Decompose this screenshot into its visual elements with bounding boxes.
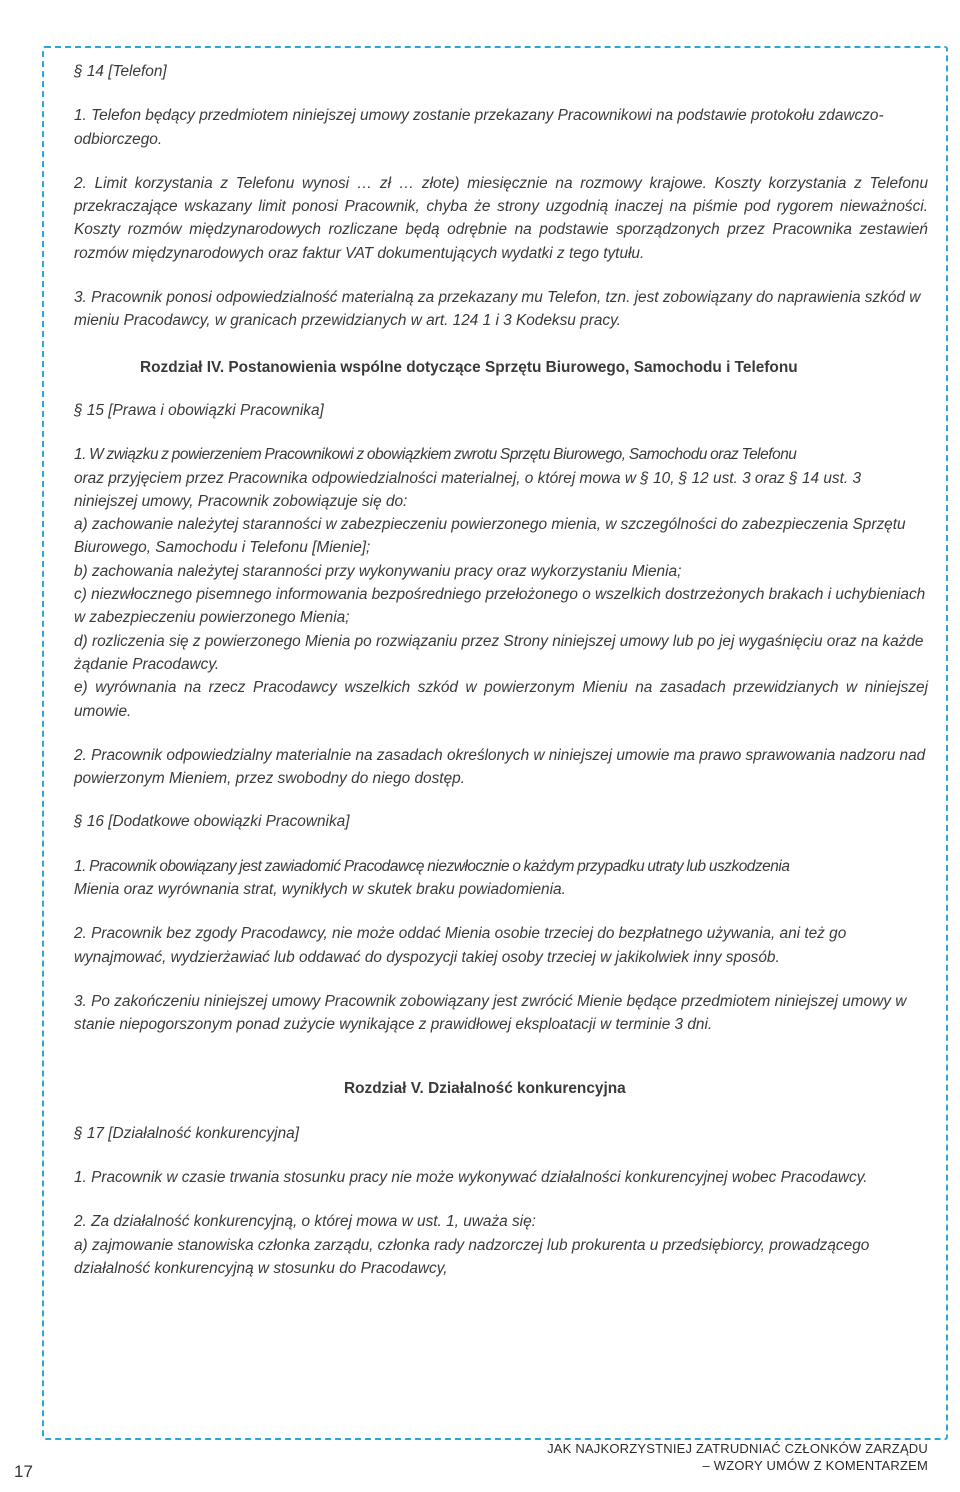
section-16-heading: § 16 [Dodatkowe obowiązki Pracownika] [74,813,350,831]
s15-item-d: d) rozliczenia się z powierzonego Mienia po rozwiązaniu przez Strony niniejszej umowy lub po jej wygaśnięciu oraz na każde żądanie Pracodawcy. [74,632,924,673]
s15-item-b: b) zachowania należytej staranności przy wykonywaniu pracy oraz wykorzystaniu Mienia; [74,562,682,580]
s17-paragraph-2: 2. Za działalność konkurencyjną, o której mowa w ust. 1, uważa się: [74,1213,536,1231]
document-body [74,60,928,1280]
s16-paragraph-2: 2. Pracownik bez zgody Pracodawcy, nie może oddać Mienia osobie trzeciej do bezpłatnego używania, ani też go wynajmować, wydzierżawiać lub oddawać do dyspozycji takiej osoby trzeciej w jakikolwiek inny sposób. [74,925,847,966]
s14-paragraph-1: 1. Telefon będący przedmiotem niniejszej umowy zostanie przekazany Pracownikowi na podstawie protokołu zdawczo-odbiorczego. [74,107,884,148]
s15-item-e: e) wyrównania na rzecz Pracodawcy wszelkich szkód w powierzonym Mieniu na zasadach przewidzianych w niniejszej umowie. [74,679,928,720]
page-number: 17 [14,1462,33,1481]
s15-paragraph-1-rest: oraz przyjęciem przez Pracownika odpowiedzialności materialnej, o której mowa w § 10, § 12 ust. 3 oraz § 14 ust. 3 niniejszej umowy, Pracownik zobowiązuje się do: [74,469,862,510]
s16-paragraph-1-rest: Mienia oraz wyrównania strat, wynikłych w skutek braku powiadomienia. [74,881,566,899]
section-14-heading: § 14 [Telefon] [74,63,167,80]
footer-line-2: – WZORY UMÓW Z KOMENTARZEM [702,1458,928,1473]
s17-paragraph-1: 1. Pracownik w czasie trwania stosunku pracy nie może wykonywać działalności konkurencyjnej wobec Pracodawcy. [74,1169,868,1187]
s15-paragraph-1-lead: 1. W związku z powierzeniem Pracownikowi z obowiązkiem zwrotu Sprzętu Biurowego, Samochodu oraz Telefonu [74,446,797,464]
s15-paragraph-2: 2. Pracownik odpowiedzialny materialnie na zasadach określonych w niniejszej umowie ma prawo sprawowania nadzoru nad powierzonym Mieniem, przez swobodny do niego dostęp. [74,746,926,788]
s16-paragraph-3: 3. Po zakończeniu niniejszej umowy Pracownik zobowiązany jest zwrócić Mienie będące przedmiotem niniejszej umowy w stanie niepogorszonym ponad zużycie wynikające z prawidłowej eksploatacji w terminie 3 dni. [74,992,907,1034]
s17-item-a: a) zajmowanie stanowiska członka zarządu, członka rady nadzorczej lub prokurenta u przedsiębiorcy, prowadzącego działalność konkurencyjną w stosunku do Pracodawcy, [74,1236,870,1277]
s15-item-c: c) niezwłocznego pisemnego informowania bezpośredniego przełożonego o wszelkich dostrzeżonych brakach i uchybieniach w zabezpieczeniu powierzonego Mienia; [74,586,926,627]
section-17-heading: § 17 [Działalność konkurencyjna] [74,1124,299,1142]
s14-paragraph-3: 3. Pracownik ponosi odpowiedzialność materialną za przekazany mu Telefon, tzn. jest zobowiązany do naprawienia szkód w mieniu Pracodawcy, w granicach przewidzianych w art. 124 1 i 3 Kodeksu pracy. [74,289,921,330]
footer-title [547,1440,928,1474]
section-15-heading: § 15 [Prawa i obowiązki Pracownika] [74,401,324,419]
s15-item-a: a) zachowanie należytej staranności w zabezpieczeniu powierzonego mienia, w szczególności do zabezpieczenia Sprzętu Biurowego, Samochodu i Telefonu [Mienie]; [74,516,906,557]
chapter-5-title: Rozdział V. Działalność konkurencyjna [344,1079,626,1097]
footer-line-1: JAK NAJKORZYSTNIEJ ZATRUDNIAĆ CZŁONKÓW ZARZĄDU [547,1441,928,1456]
s14-paragraph-2: 2. Limit korzystania z Telefonu wynosi … zł … złote) miesięcznie na rozmowy krajowe. Koszty korzystania z Telefonu przekraczające wskazany limit ponosi Pracownik, chyba że strony uzgodnią inaczej na piśmie pod rygorem nieważności. Koszty rozmów międzynarodowych rozliczane będą odrębnie na podstawie sporządzonych przez Pracownika zestawień rozmów międzynarodowych oraz faktur VAT dokumentujących wydatki z tego tytułu. [74,174,928,262]
chapter-4-title: Rozdział IV. Postanowienia wspólne dotyczące Sprzętu Biurowego, Samochodu i Telefonu [140,358,798,376]
s16-paragraph-1-lead: 1. Pracownik obowiązany jest zawiadomić Pracodawcę niezwłocznie o każdym przypadku utraty lub uszkodzenia [74,857,790,875]
